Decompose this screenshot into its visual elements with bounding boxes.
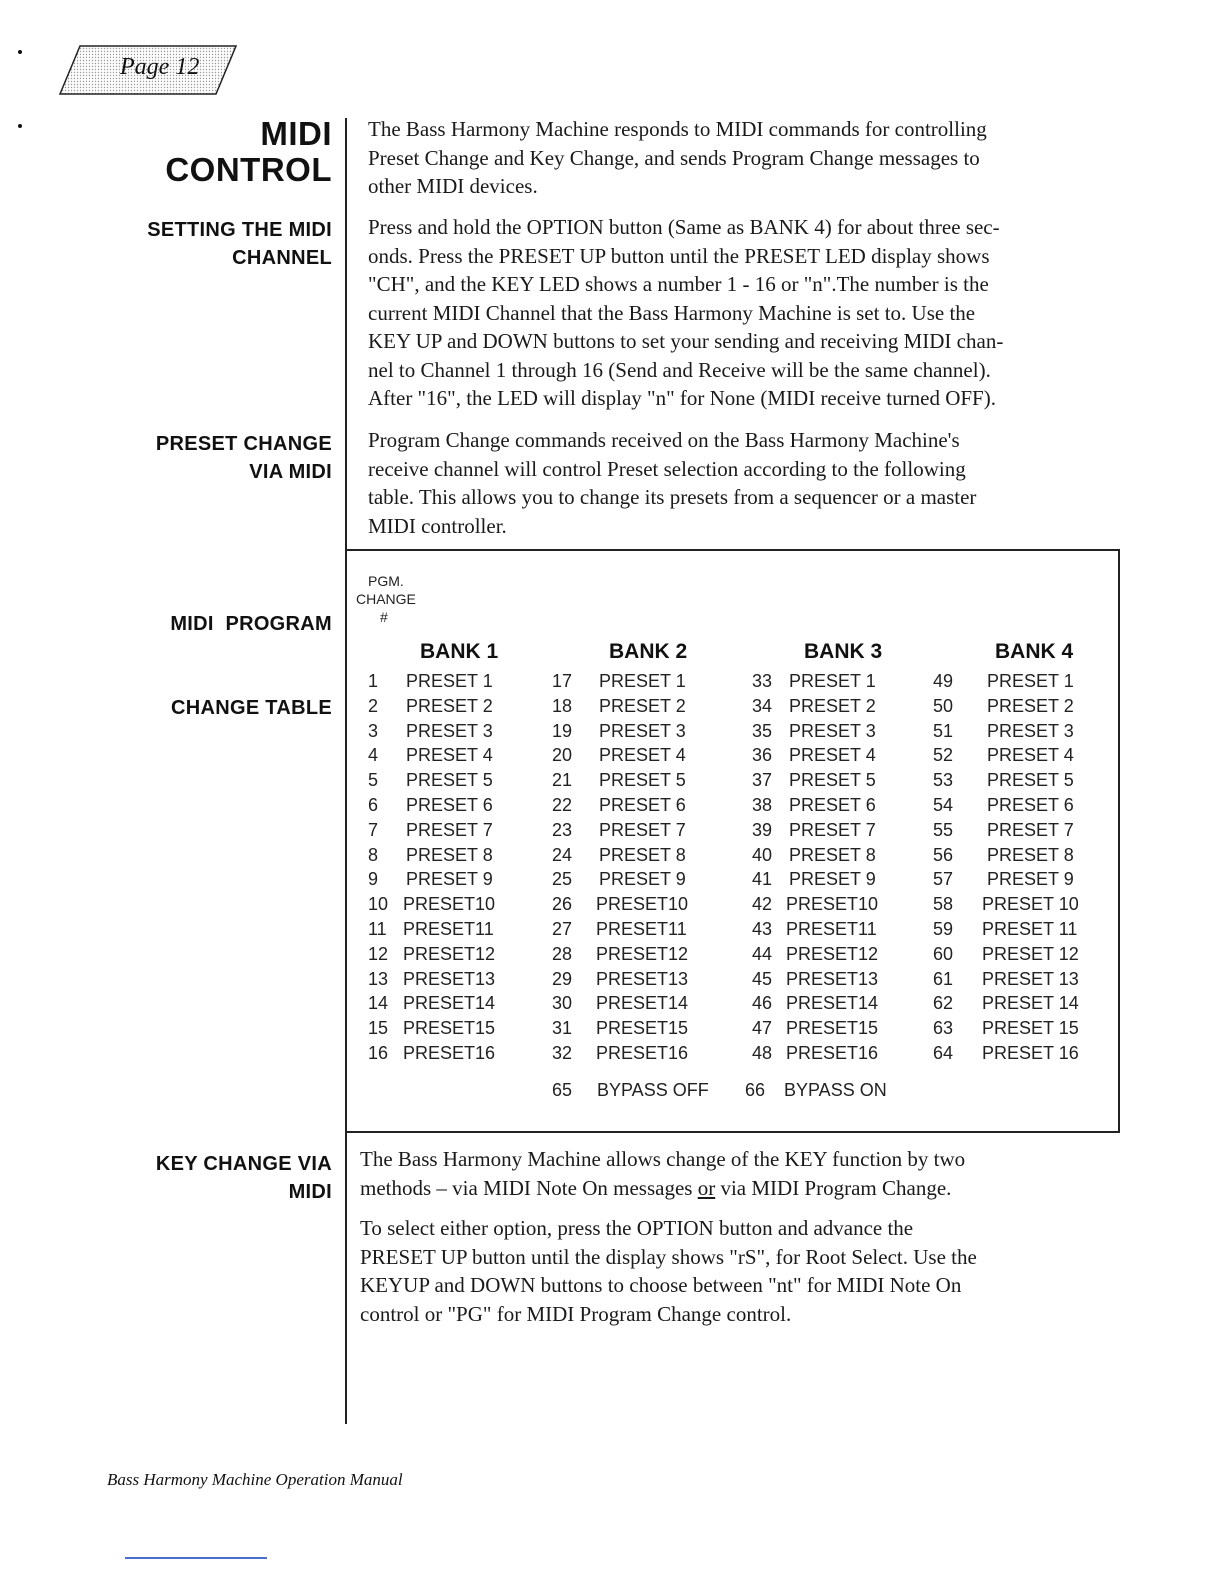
preset-name: PRESET 16 [982,1043,1079,1063]
preset-name: PRESET14 [786,993,879,1014]
program-number: 60 [933,943,954,964]
text-line: Program Change commands received on the Bass Harmony Machine's [368,428,960,452]
preset-name: PRESET 4 [599,745,686,766]
preset-name: PRESET16 [786,1043,879,1063]
preset-name: PRESET 3 [406,720,493,741]
text-line: The Bass Harmony Machine responds to MIDI commands for controlling [368,117,987,141]
text-span: methods – via MIDI Note On messages [360,1175,698,1200]
program-number: 35 [752,720,773,741]
text-span: via MIDI Program Change. [715,1175,952,1200]
program-number: 41 [752,869,773,890]
preset-name: PRESET 2 [987,695,1074,716]
program-number: 22 [552,795,573,815]
preset-name: PRESET16 [403,1043,496,1063]
text-line: KEYUP and DOWN buttons to choose between "nt" for MIDI Note On [360,1273,962,1297]
preset-name: PRESET 7 [599,819,686,840]
preset-name: PRESET 6 [789,795,876,815]
program-number: 40 [752,844,773,865]
program-number: 23 [552,819,573,840]
program-number: 15 [368,1018,389,1039]
heading-line: CHANGE TABLE [170,697,332,719]
bypass-number: 65 [552,1080,573,1100]
pgm-label-line: PGM. [368,573,404,589]
program-number: 14 [368,993,389,1014]
preset-name: PRESET 7 [406,819,493,840]
preset-name: PRESET13 [596,968,689,989]
text-line: To select either option, press the OPTION button and advance the [360,1216,914,1240]
program-number: 43 [752,919,773,939]
preset-name: PRESET10 [403,894,496,915]
preset-name: PRESET 11 [982,919,1078,939]
preset-name: PRESET 4 [789,745,876,766]
program-number: 1 [368,671,379,691]
preset-name: PRESET 6 [599,795,686,815]
bypass-number: 66 [745,1080,766,1100]
preset-name: PRESET 5 [987,770,1074,791]
text-line: The Bass Harmony Machine allows change of the KEY function by two [360,1147,966,1171]
bypass-label: BYPASS OFF [597,1080,709,1100]
program-number: 58 [933,894,954,915]
program-number: 37 [752,770,773,791]
text-line [360,1174,965,1203]
bypass-label: BYPASS ON [784,1080,887,1100]
text-line: current MIDI Channel that the Bass Harmony Machine is set to. Use the [368,300,976,325]
heading-program-table [170,554,332,750]
bank-header: BANK 1 [420,640,499,663]
heading-line: KEY CHANGE VIA [155,1153,332,1175]
program-number: 54 [933,795,954,815]
preset-name: PRESET 3 [789,720,876,741]
bank-header: BANK 3 [804,640,883,663]
bank-header: BANK 2 [609,640,688,663]
text-line: PRESET UP button until the display shows "rS", for Root Select. Use the [360,1244,977,1269]
preset-name: PRESET 7 [789,819,876,840]
program-number: 4 [368,745,379,766]
program-number: 50 [933,695,954,716]
pgm-change-label [356,572,416,626]
preset-name: PRESET15 [786,1018,879,1039]
heading-preset-change [156,430,332,486]
program-number: 27 [552,919,573,939]
section-title [165,116,332,188]
preset-name: PRESET13 [403,968,496,989]
footer-accent-line [125,1557,267,1559]
preset-name: PRESET15 [403,1018,496,1039]
preset-name: PRESET11 [403,919,494,939]
preset-name: PRESET 12 [982,943,1079,964]
program-number: 38 [752,795,773,815]
program-number: 10 [368,894,389,915]
preset-name: PRESET12 [403,943,496,964]
text-line: control or "PG" for MIDI Program Change control. [360,1301,792,1326]
preset-name: PRESET 4 [987,745,1074,766]
text-line: Press and hold the OPTION button (Same as BANK 4) for about three sec- [368,215,1000,239]
program-number: 28 [552,943,573,964]
heading-line: PRESET CHANGE [155,433,332,455]
preset-name: PRESET 1 [987,671,1074,691]
preset-name: PRESET 3 [599,720,686,741]
text-line: nel to Channel 1 through 16 (Send and Receive will be the same channel). [368,357,991,382]
preset-name: PRESET15 [596,1018,689,1039]
program-number: 29 [552,968,573,989]
heading-line: CHANNEL [232,247,332,269]
preset-name: PRESET 8 [599,844,686,865]
program-number: 56 [933,844,954,865]
program-number: 17 [552,671,573,691]
program-number: 7 [368,819,379,840]
page-number-tab [58,44,238,96]
program-number: 47 [752,1018,773,1039]
program-number: 26 [552,894,573,915]
preset-name: PRESET 4 [406,745,493,766]
program-number: 36 [752,745,773,766]
preset-name: PRESET12 [786,943,879,964]
text-line: KEY UP and DOWN buttons to set your sending and receiving MIDI chan- [368,329,1004,353]
program-number: 8 [368,844,379,865]
program-number: 21 [552,770,573,791]
text-line: After "16", the LED will display "n" for None (MIDI receive turned OFF). [368,386,996,410]
program-number: 13 [368,968,389,989]
heading-key-change [156,1150,332,1206]
pgm-label-line: CHANGE [356,591,416,607]
preset-name: PRESET13 [786,968,879,989]
text-line: Preset Change and Key Change, and sends Program Change messages to [368,145,980,170]
program-number: 46 [752,993,773,1014]
program-number: 25 [552,869,573,890]
preset-name: PRESET 8 [987,844,1074,865]
text-line: onds. Press the PRESET UP button until the PRESET LED display shows [368,243,990,268]
preset-name: PRESET 9 [987,869,1074,890]
text-line: MIDI controller. [368,513,507,538]
preset-name: PRESET 6 [987,795,1074,815]
program-number: 5 [368,770,379,791]
preset-name: PRESET12 [596,943,689,964]
section-title-line: CONTROL [165,151,332,188]
underlined-or: or [697,1175,716,1200]
preset-name: PRESET11 [786,919,877,939]
footer-manual-title: Bass Harmony Machine Operation Manual [107,1470,403,1489]
preset-name: PRESET 2 [599,695,686,716]
program-number: 52 [933,745,954,766]
program-number: 33 [752,671,773,691]
preset-name: PRESET 3 [987,720,1074,741]
text-line: table. This allows you to change its presets from a sequencer or a master [368,485,977,509]
preset-name: PRESET 2 [406,695,493,716]
program-number: 18 [552,695,573,716]
text-line: "CH", and the KEY LED shows a number 1 - 16 or "n".The number is the [368,272,989,296]
preset-name: PRESET 1 [599,671,686,691]
intro-paragraph [368,115,987,201]
preset-name: PRESET 9 [789,869,876,890]
program-number: 53 [933,770,954,791]
preset-name: PRESET 5 [789,770,876,791]
preset-name: PRESET 1 [789,671,876,691]
program-number: 32 [552,1043,573,1063]
heading-line: MIDI PROGRAM [170,613,332,635]
key-change-paragraph-2 [360,1214,977,1328]
program-number: 42 [752,894,773,915]
preset-name: PRESET 15 [982,1018,1079,1039]
setting-channel-paragraph [368,213,1003,413]
preset-name: PRESET 8 [789,844,876,865]
program-number: 63 [933,1018,954,1039]
key-change-paragraph-1 [360,1145,965,1202]
preset-name: PRESET 10 [982,894,1079,915]
program-number: 48 [752,1043,773,1063]
preset-name: PRESET 2 [789,695,876,716]
preset-name: PRESET14 [596,993,689,1014]
program-number: 44 [752,943,773,964]
program-number: 59 [933,919,954,939]
preset-name: PRESET 5 [599,770,686,791]
heading-line: SETTING THE MIDI [147,219,332,241]
preset-name: PRESET 5 [406,770,493,791]
program-number: 34 [752,695,773,716]
preset-name: PRESET10 [786,894,879,915]
program-number: 31 [552,1018,573,1039]
program-number: 3 [368,720,379,741]
preset-name: PRESET 13 [982,968,1079,989]
preset-name: PRESET 6 [406,795,493,815]
heading-line: MIDI [288,1181,332,1203]
program-number: 51 [933,720,954,741]
program-number: 19 [552,720,573,741]
preset-name: PRESET 9 [599,869,686,890]
preset-name: PRESET10 [596,894,689,915]
page-number: Page 12 [120,54,200,80]
heading-setting-channel [147,216,332,272]
preset-name: PRESET 7 [987,819,1074,840]
program-number: 62 [933,993,954,1014]
section-title-line: MIDI [260,115,332,152]
heading-line: VIA MIDI [249,461,332,483]
preset-name: PRESET16 [596,1043,689,1063]
program-number: 30 [552,993,573,1014]
program-number: 11 [368,919,387,939]
margin-dot [18,50,22,54]
program-number: 6 [368,795,379,815]
program-number: 16 [368,1043,389,1063]
program-number: 64 [933,1043,954,1063]
preset-name: PRESET 1 [406,671,493,691]
preset-change-paragraph [368,426,976,540]
preset-name: PRESET 14 [982,993,1079,1014]
margin-dot [18,124,22,128]
program-number: 12 [368,943,389,964]
program-number: 61 [933,968,954,989]
program-number: 45 [752,968,773,989]
program-number: 55 [933,819,954,840]
preset-name: PRESET 9 [406,869,493,890]
preset-name: PRESET 8 [406,844,493,865]
preset-name: PRESET14 [403,993,496,1014]
program-number: 39 [752,819,773,840]
program-number: 57 [933,869,954,890]
preset-name: PRESET11 [596,919,687,939]
program-number: 24 [552,844,573,865]
text-line: other MIDI devices. [368,174,538,198]
pgm-label-line: # [380,609,388,625]
bank-header: BANK 4 [995,640,1074,663]
program-number: 9 [368,869,379,890]
program-number: 2 [368,695,379,716]
text-line: receive channel will control Preset selection according to the following [368,456,966,481]
program-number: 49 [933,671,954,691]
program-number: 20 [552,745,573,766]
